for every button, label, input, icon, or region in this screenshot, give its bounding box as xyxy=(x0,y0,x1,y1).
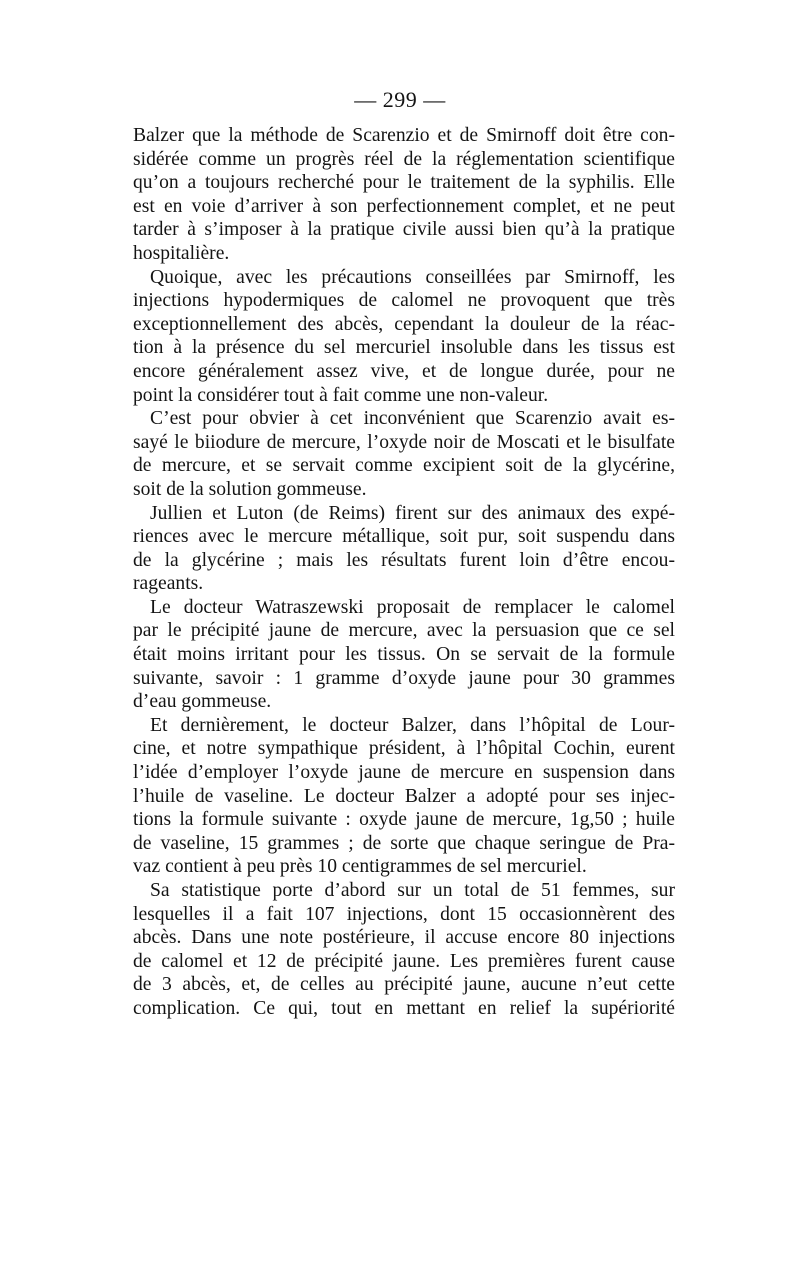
text-line: tions la formule suivante : oxyde jaune de mercure, 1g,50 ; huile xyxy=(133,809,675,831)
text-line: Quoique, avec les précautions conseillées par Smirnoff, les xyxy=(150,266,675,288)
text-line: Balzer que la méthode de Scarenzio et de Smirnoff doit être con- xyxy=(133,125,675,146)
text-line: suivante, savoir : 1 gramme d’oxyde jaune pour 30 grammes xyxy=(133,667,675,689)
text-line: Le docteur Watraszewski proposait de remplacer le calomel xyxy=(150,596,675,618)
text-line: était moins irritant pour les tissus. On se servait de la formule xyxy=(133,644,675,666)
text-line: complication. Ce qui, tout en mettant en relief la supériorité xyxy=(133,997,675,1019)
text-line: d’eau gommeuse. xyxy=(133,691,272,713)
text-line: Jullien et Luton (de Reims) firent sur des animaux des expé- xyxy=(150,502,675,524)
text-line: riences avec le mercure métallique, soit pur, soit suspendu dans xyxy=(133,526,675,548)
text-line: injections hypodermiques de calomel ne provoquent que très xyxy=(133,290,675,312)
text-line: Sa statistique porte d’abord sur un total de 51 femmes, sur xyxy=(150,880,675,901)
text-line: sidérée comme un progrès réel de la réglementation scientifique xyxy=(133,148,675,170)
text-line: est en voie d’arriver à son perfectionnement complet, et ne peut xyxy=(133,195,675,217)
text-line: de 3 abcès, et, de celles au précipité jaune, aucune n’eut cette xyxy=(133,974,675,996)
text-line: de mercure, et se servait comme excipient soit de la glycérine, xyxy=(133,455,675,477)
text-line: soit de la solution gommeuse. xyxy=(133,478,367,500)
text-line: tarder à s’imposer à la pratique civile aussi bien qu’à la pratique xyxy=(133,219,675,241)
text-line: hospitalière. xyxy=(133,242,230,264)
text-line: l’huile de vaseline. Le docteur Balzer a adopté pour ses injec- xyxy=(133,785,675,807)
text-line: cine, et notre sympathique président, à l’hôpital Cochin, eurent xyxy=(133,738,675,760)
text-line: abcès. Dans une note postérieure, il accuse encore 80 injections xyxy=(133,927,675,949)
text-line: vaz contient à peu près 10 centigrammes de sel mercuriel. xyxy=(133,856,587,878)
text-line: par le précipité jaune de mercure, avec la persuasion que ce sel xyxy=(133,620,675,642)
text-line: point la considérer tout à fait comme une non-valeur. xyxy=(133,384,549,406)
text-line: C’est pour obvier à cet inconvénient que Scarenzio avait es- xyxy=(150,408,675,430)
text-line: tion à la présence du sel mercuriel insoluble dans les tissus est xyxy=(133,337,675,359)
page-number: — 299 — xyxy=(354,87,446,112)
text-line: encore généralement assez vive, et de longue durée, pour ne xyxy=(133,360,675,382)
text-line: sayé le biiodure de mercure, l’oxyde noir de Moscati et le bisulfate xyxy=(133,431,675,453)
text-line: rageants. xyxy=(133,573,204,595)
text-line: exceptionnellement des abcès, cependant la douleur de la réac- xyxy=(133,313,675,335)
text-line: de vaseline, 15 grammes ; de sorte que chaque seringue de Pra- xyxy=(133,832,675,854)
text-line: lesquelles il a fait 107 injections, dont 15 occasionnèrent des xyxy=(133,903,675,925)
text-line: qu’on a toujours recherché pour le traitement de la syphilis. Elle xyxy=(133,172,675,194)
text-line: l’idée d’employer l’oxyde jaune de mercure en suspension dans xyxy=(133,762,675,784)
text-line: de calomel et 12 de précipité jaune. Les premières furent cause xyxy=(133,950,675,972)
text-line: de la glycérine ; mais les résultats furent loin d’être encou- xyxy=(133,549,675,571)
text-line: Et dernièrement, le docteur Balzer, dans l’hôpital de Lour- xyxy=(150,714,675,736)
body-text xyxy=(133,124,675,1021)
